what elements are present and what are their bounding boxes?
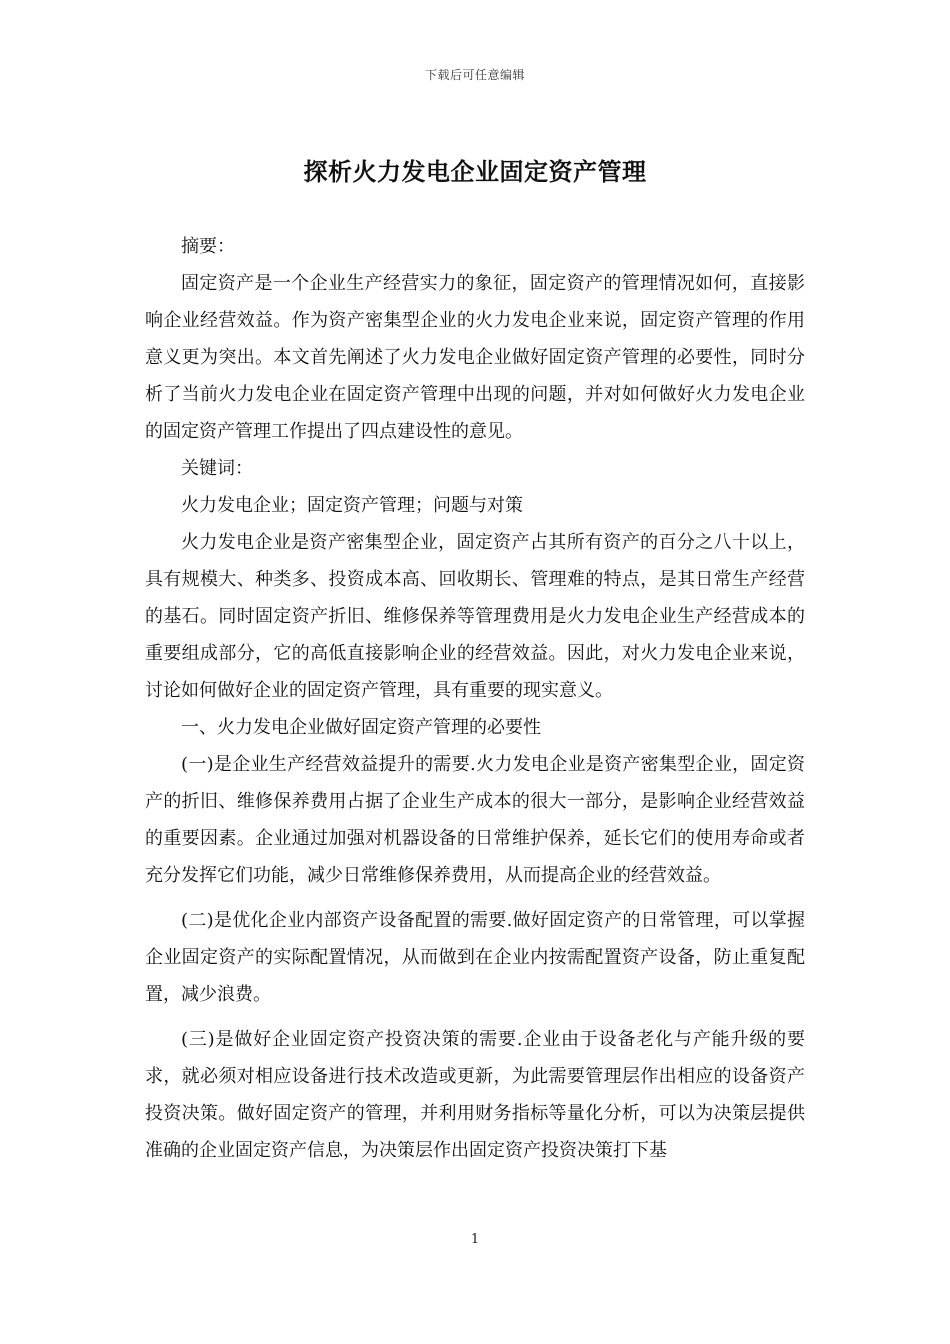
page-number: 1 bbox=[470, 1232, 480, 1247]
header-note: 下载后可任意编辑 bbox=[424, 68, 525, 82]
keywords-paragraph: 火力发电企业；固定资产管理；问题与对策 bbox=[181, 495, 523, 516]
intro-paragraph: 火力发电企业是资产密集型企业，固定资产占其所有资产的百分之八十以上，具有规模大、种类多、投资成本高、回收期长、管理难的特点，是其日常生产经营的基石。同时固定资产折旧、维修保养等管理费用是火力发电企业生产经营成本的重要组成部分，它的高低直接影响企业的经营效益。因此，对火力发电企业来说，讨论如何做好企业的固定资产管理，具有重要的现实意义。 bbox=[145, 532, 805, 701]
abstract-paragraph: 固定资产是一个企业生产经营实力的象征，固定资产的管理情况如何，直接影响企业经营效益。作为资产密集型企业的火力发电企业来说，固定资产管理的作用意义更为突出。本文首先阐述了火力发电企业做好固定资产管理的必要性，同时分析了当前火力发电企业在固定资产管理中出现的问题，并对如何做好火力发电企业的固定资产管理工作提出了四点建设性的意见。 bbox=[145, 273, 805, 442]
body-paragraph-1: (一)是企业生产经营效益提升的需要.火力发电企业是资产密集型企业，固定资产的折旧、维修保养费用占据了企业生产成本的很大一部分，是影响企业经营效益的重要因素。企业通过加强对机器设备的日常维护保养，延长它们的使用寿命或者充分发挥它们功能，减少日常维修保养费用，从而提高企业的经营效益。 bbox=[145, 754, 805, 886]
section-heading-1: 一、火力发电企业做好固定资产管理的必要性 bbox=[181, 717, 541, 738]
keywords-heading: 关键词： bbox=[181, 458, 253, 479]
document-body bbox=[145, 228, 805, 1169]
abstract-heading: 摘要： bbox=[181, 236, 235, 257]
body-paragraph-3: (三)是做好企业固定资产投资决策的需要.企业由于设备老化与产能升级的要求，就必须对相应设备进行技术改造或更新，为此需要管理层作出相应的设备资产投资决策。做好固定资产的管理，并利用财务指标等量化分析，可以为决策层提供准确的企业固定资产信息，为决策层作出固定资产投资决策打下基 bbox=[145, 1029, 805, 1161]
body-paragraph-2: (二)是优化企业内部资产设备配置的需要.做好固定资产的日常管理，可以掌握企业固定资产的实际配置情况，从而做到在企业内按需配置资产设备，防止重复配置，减少浪费。 bbox=[145, 910, 805, 1005]
document-title: 探析火力发电企业固定资产管理 bbox=[303, 158, 647, 186]
